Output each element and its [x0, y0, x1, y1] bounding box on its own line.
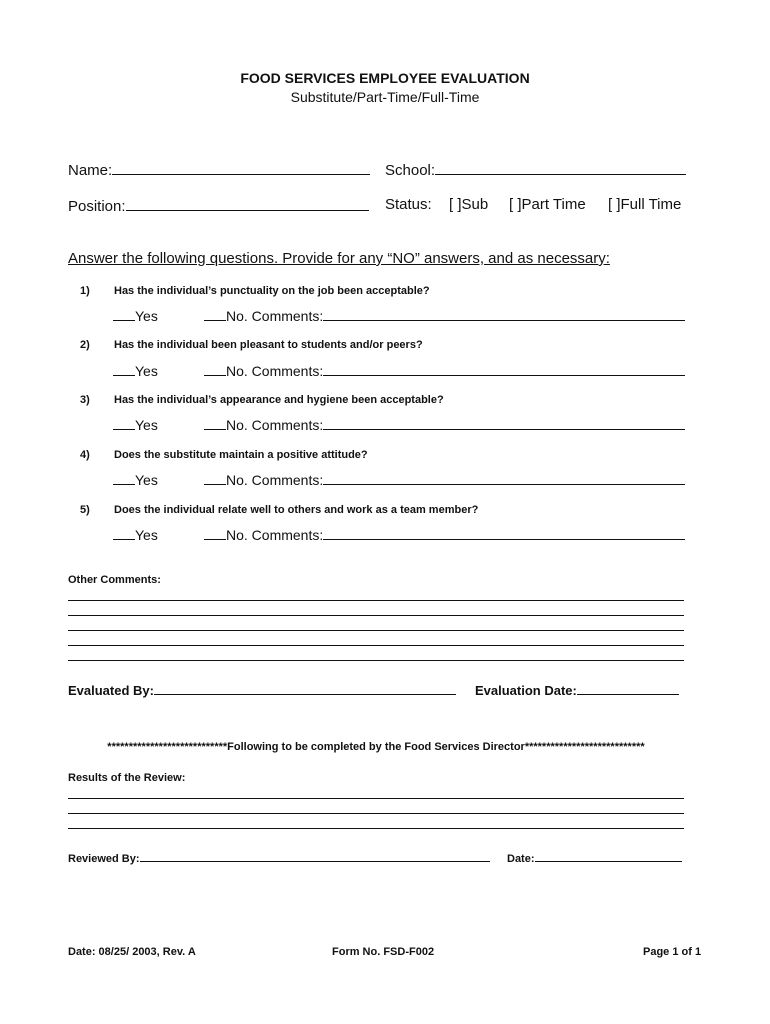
yes-blank[interactable]	[113, 361, 135, 376]
instructions: Answer the following questions. Provide for any “NO” answers, and as necessary:	[68, 250, 610, 267]
question-text: Has the individual been pleasant to students and/or peers?	[114, 339, 423, 351]
footer-date: Date: 08/25/ 2003, Rev. A	[68, 946, 196, 958]
question-number: 5)	[80, 504, 90, 516]
footer-form-no: Form No. FSD-F002	[332, 946, 435, 958]
reviewed-by-line[interactable]	[140, 847, 490, 862]
status-option-full-time[interactable]: [ ]Full Time	[608, 196, 682, 213]
question-number: 3)	[80, 394, 90, 406]
reviewed-by-field	[68, 847, 490, 865]
question-text: Does the individual relate well to others and work as a team member?	[114, 504, 479, 516]
evaluated-by-label: Evaluated By:	[68, 683, 154, 698]
reviewed-date-line[interactable]	[535, 847, 682, 862]
no-blank[interactable]	[204, 525, 226, 540]
other-comments-label: Other Comments:	[68, 574, 161, 586]
comment-line[interactable]	[68, 615, 684, 616]
director-banner: ****************************Following to be completed by the Food Services Director****************************	[107, 741, 645, 753]
footer-page: Page 1 of 1	[643, 946, 702, 958]
comments-line[interactable]	[323, 415, 685, 430]
question-5	[80, 504, 478, 516]
name-field	[68, 160, 370, 179]
answer-yes[interactable]: Yes	[113, 415, 158, 433]
status-option-part-time[interactable]: [ ]Part Time	[509, 196, 586, 213]
comments-line[interactable]	[323, 470, 685, 485]
name-input-line[interactable]	[112, 160, 370, 175]
name-label: Name:	[68, 162, 113, 179]
status-label: Status:	[385, 196, 432, 213]
question-1	[80, 285, 430, 297]
reviewed-by-label: Reviewed By:	[68, 853, 140, 865]
comment-line[interactable]	[68, 660, 684, 661]
position-label: Position:	[68, 198, 126, 215]
no-blank[interactable]	[204, 306, 226, 321]
question-text: Has the individual’s appearance and hygiene been acceptable?	[114, 394, 444, 406]
school-field	[385, 160, 686, 179]
yes-blank[interactable]	[113, 525, 135, 540]
evaluation-date-line[interactable]	[577, 680, 679, 695]
school-input-line[interactable]	[435, 160, 686, 175]
comment-line[interactable]	[68, 645, 684, 646]
school-label: School:	[385, 162, 436, 179]
position-field	[68, 196, 369, 215]
reviewed-date-field	[507, 847, 682, 865]
answer-yes[interactable]: Yes	[113, 361, 158, 379]
reviewed-date-label: Date:	[507, 853, 535, 865]
question-2	[80, 339, 423, 351]
yes-blank[interactable]	[113, 306, 135, 321]
answer-yes[interactable]: Yes	[113, 306, 158, 324]
evaluation-date-label: Evaluation Date:	[475, 683, 577, 698]
evaluated-by-field	[68, 680, 456, 698]
answer-no-comments[interactable]: No. Comments:	[204, 306, 685, 324]
position-input-line[interactable]	[126, 196, 369, 211]
results-line[interactable]	[68, 828, 684, 829]
form-title: FOOD SERVICES EMPLOYEE EVALUATION	[240, 70, 530, 86]
no-blank[interactable]	[204, 415, 226, 430]
answer-no-comments[interactable]: No. Comments:	[204, 470, 685, 488]
no-blank[interactable]	[204, 470, 226, 485]
answer-no-comments[interactable]: No. Comments:	[204, 525, 685, 543]
question-number: 1)	[80, 285, 90, 297]
results-label: Results of the Review:	[68, 772, 186, 784]
question-4	[80, 449, 368, 461]
answer-yes[interactable]: Yes	[113, 470, 158, 488]
results-line[interactable]	[68, 813, 684, 814]
comment-line[interactable]	[68, 600, 684, 601]
results-line[interactable]	[68, 798, 684, 799]
comments-line[interactable]	[323, 525, 685, 540]
question-number: 2)	[80, 339, 90, 351]
form-subtitle: Substitute/Part-Time/Full-Time	[290, 89, 480, 105]
yes-blank[interactable]	[113, 470, 135, 485]
comments-line[interactable]	[323, 306, 685, 321]
comment-line[interactable]	[68, 630, 684, 631]
no-blank[interactable]	[204, 361, 226, 376]
yes-blank[interactable]	[113, 415, 135, 430]
comments-line[interactable]	[323, 361, 685, 376]
status-option-sub[interactable]: [ ]Sub	[449, 196, 489, 213]
answer-no-comments[interactable]: No. Comments:	[204, 361, 685, 379]
answer-no-comments[interactable]: No. Comments:	[204, 415, 685, 433]
question-text: Does the substitute maintain a positive attitude?	[114, 449, 368, 461]
question-text: Has the individual’s punctuality on the job been acceptable?	[114, 285, 430, 297]
question-number: 4)	[80, 449, 90, 461]
evaluated-by-line[interactable]	[154, 680, 456, 695]
answer-yes[interactable]: Yes	[113, 525, 158, 543]
evaluation-date-field	[475, 680, 679, 698]
question-3	[80, 394, 444, 406]
